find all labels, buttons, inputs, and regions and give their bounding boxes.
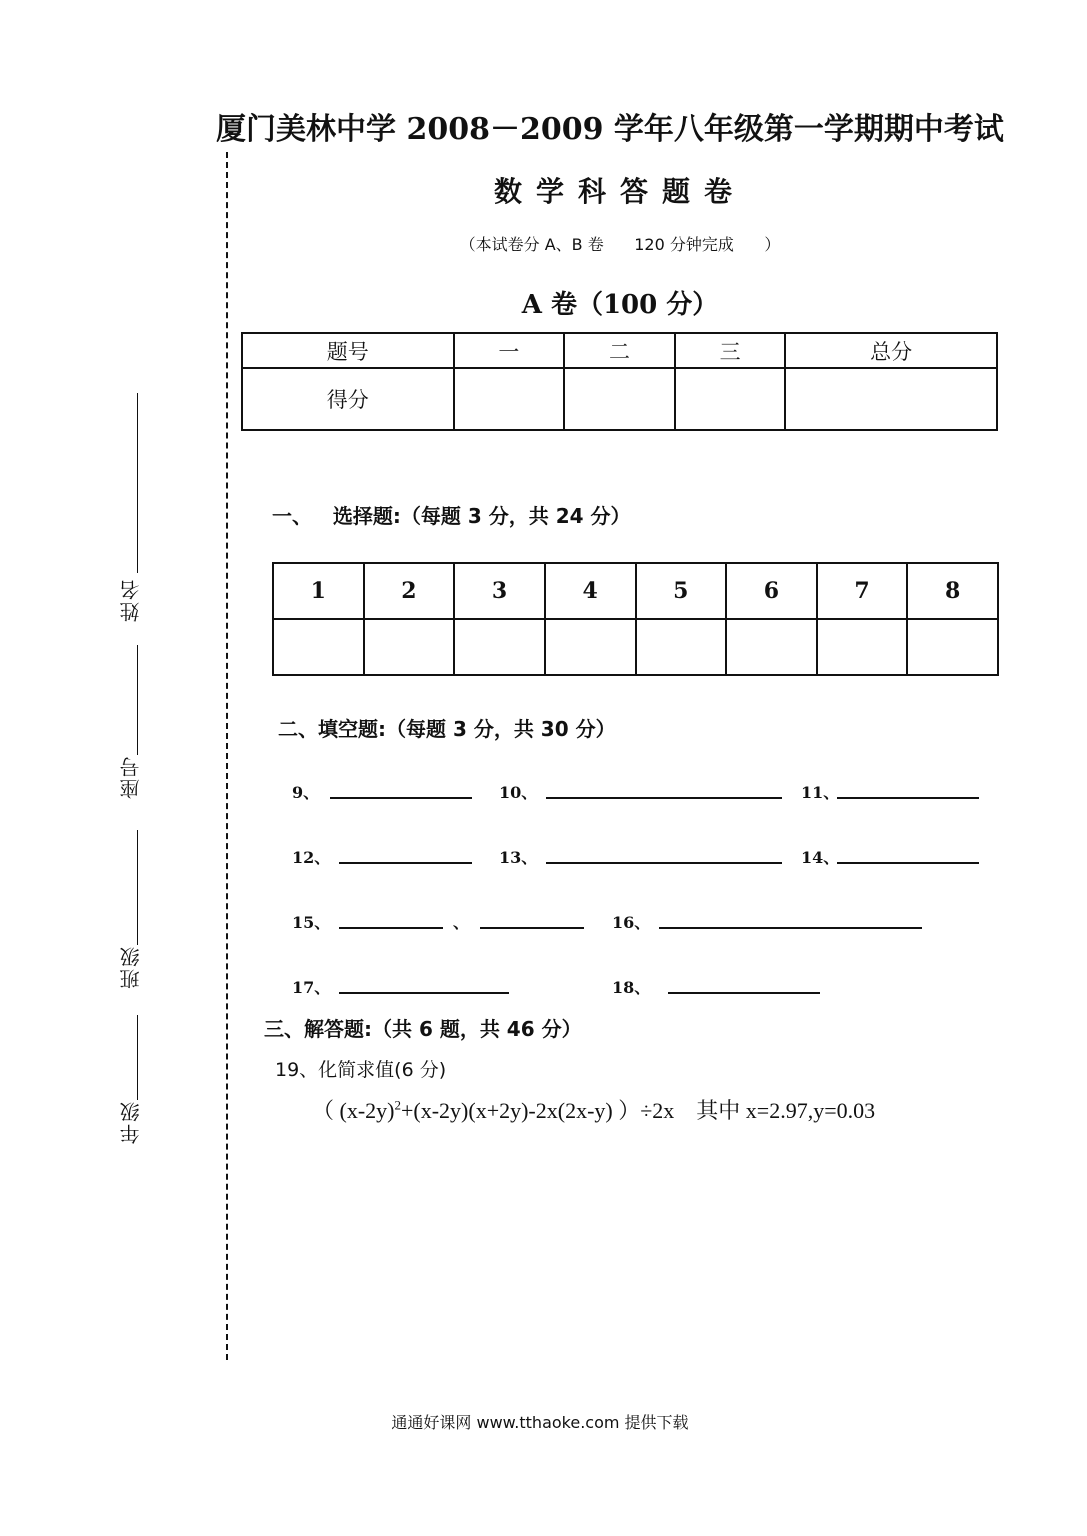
blank-14[interactable] (837, 862, 979, 864)
blank-13[interactable] (546, 862, 782, 864)
choice-answer-cell[interactable] (636, 619, 727, 675)
blank-label-18: 18、 (612, 978, 651, 997)
blank-16[interactable] (659, 927, 922, 929)
score-table-row (242, 368, 997, 430)
score-cell[interactable] (785, 368, 997, 430)
choice-header-row (273, 563, 998, 619)
exam-note: （本试卷分 A、B 卷 120 分钟完成 ） (459, 235, 781, 254)
blank-9[interactable] (330, 797, 472, 799)
name-label: 姓名 (119, 578, 143, 622)
choice-answer-row (273, 619, 998, 675)
choice-number: 7 (817, 563, 908, 619)
footer-text: 通通好课网 www.tthaoke.com 提供下载 (391, 1413, 689, 1432)
choice-number: 8 (907, 563, 998, 619)
score-header-cell: 题号 (242, 333, 454, 368)
choice-number: 6 (726, 563, 817, 619)
blank-10[interactable] (546, 797, 782, 799)
score-cell[interactable] (454, 368, 565, 430)
choice-number: 3 (454, 563, 545, 619)
formula-part-a: （ (x-2y) (312, 1098, 395, 1123)
blank-18[interactable] (668, 992, 820, 994)
exam-title: 厦门美林中学 2008－2009 学年八年级第一学期期中考试 (216, 112, 1004, 147)
score-header-cell: 三 (675, 333, 786, 368)
score-header-cell: 二 (564, 333, 675, 368)
score-row-label: 得分 (242, 368, 454, 430)
grade-label: 年级 (119, 1100, 143, 1144)
blank-17[interactable] (339, 992, 509, 994)
seat-label: 座号 (119, 755, 143, 799)
formula-exponent: 2 (394, 1097, 401, 1113)
score-header-cell: 一 (454, 333, 565, 368)
choice-answer-cell[interactable] (817, 619, 908, 675)
choice-answer-cell[interactable] (454, 619, 545, 675)
class-label: 班级 (119, 945, 143, 989)
choice-answer-cell[interactable] (273, 619, 364, 675)
paper-a-heading: A 卷（100 分） (521, 290, 719, 320)
blank-separator-15: 、 (453, 913, 470, 932)
name-field-line (137, 393, 138, 573)
section2-heading: 二、填空题:（每题 3 分，共 30 分） (278, 717, 616, 741)
blank-label-17: 17、 (292, 978, 331, 997)
question-19-formula (312, 1094, 875, 1125)
choice-answer-cell[interactable] (364, 619, 455, 675)
choice-answer-cell[interactable] (545, 619, 636, 675)
blank-label-13: 13、 (499, 848, 538, 867)
score-header-cell: 总分 (785, 333, 997, 368)
blank-11[interactable] (837, 797, 979, 799)
choice-answer-cell[interactable] (726, 619, 817, 675)
score-cell[interactable] (564, 368, 675, 430)
blank-label-12: 12、 (292, 848, 331, 867)
exam-subtitle: 数学科答题卷 (493, 175, 746, 208)
blank-label-16: 16、 (612, 913, 651, 932)
choice-answer-cell[interactable] (907, 619, 998, 675)
question-19-label: 19、化简求值(6 分) (275, 1059, 447, 1081)
grade-field-line (137, 1015, 138, 1100)
choice-number: 2 (364, 563, 455, 619)
choice-number: 4 (545, 563, 636, 619)
blank-label-11: 11、 (801, 783, 840, 802)
score-table-header-row (242, 333, 997, 368)
choice-number: 5 (636, 563, 727, 619)
section1-heading: 一、 选择题:（每题 3 分，共 24 分） (272, 504, 631, 528)
class-field-line (137, 830, 138, 945)
blank-label-14: 14、 (801, 848, 840, 867)
blank-label-9: 9、 (292, 783, 320, 802)
formula-part-b: +(x-2y)(x+2y)-2x(2x-y) ）÷2x 其中 x=2.97,y=0.03 (400, 1098, 876, 1123)
binding-dashed-line (226, 152, 228, 1360)
blank-label-15: 15、 (292, 913, 331, 932)
blank-12[interactable] (339, 862, 472, 864)
seat-field-line (137, 645, 138, 755)
score-cell[interactable] (675, 368, 786, 430)
score-table (241, 332, 998, 431)
choice-number: 1 (273, 563, 364, 619)
section3-heading: 三、解答题:（共 6 题，共 46 分） (264, 1017, 582, 1041)
blank-15b[interactable] (480, 927, 584, 929)
blank-label-10: 10、 (499, 783, 538, 802)
blank-15a[interactable] (339, 927, 443, 929)
choice-answer-table (272, 562, 999, 676)
